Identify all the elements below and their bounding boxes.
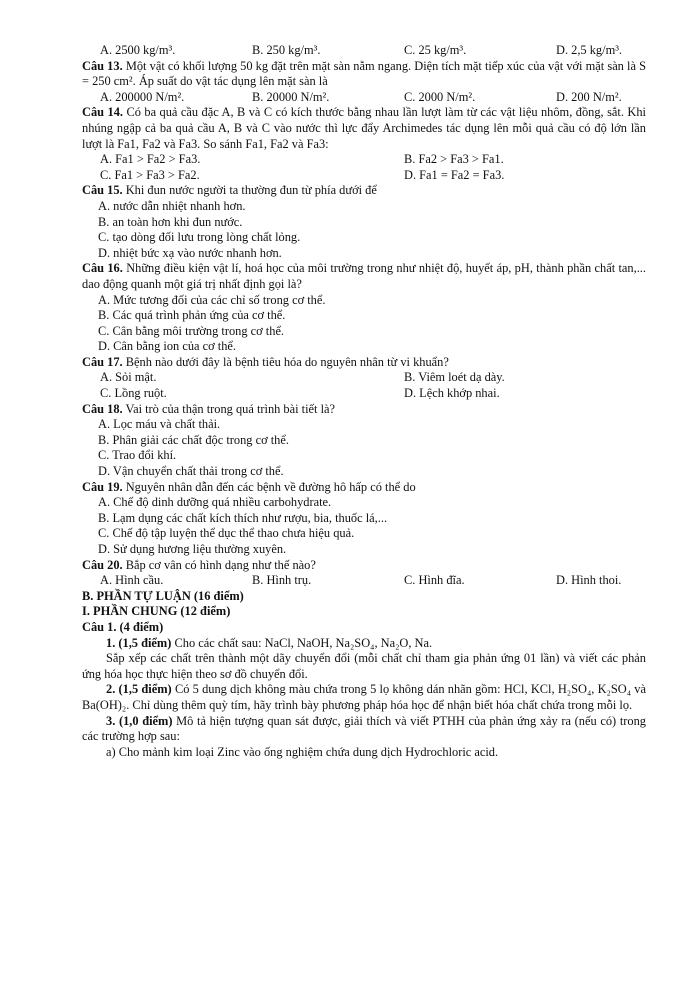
- q18-option-a: A. Lọc máu và chất thải.: [98, 417, 221, 432]
- section-i-title: I. PHẦN CHUNG (12 điểm): [82, 604, 231, 619]
- q20-option-c: C. Hình đĩa.: [404, 573, 465, 588]
- q15-option-d: D. nhiệt bức xạ vào nước nhanh hơn.: [98, 245, 282, 260]
- question-17-label: Câu 17.: [82, 354, 123, 369]
- cau1-part3-a: a) Cho mảnh kim loại Zinc vào ống nghiệm chứa dung dịch Hydrochloric acid.: [106, 744, 499, 759]
- question-18-text: Vai trò của thận trong quá trình bài tiết là?: [125, 401, 336, 416]
- q17-option-a: A. Sỏi mật.: [100, 370, 157, 385]
- section-b-title: B. PHẦN TỰ LUẬN (16 điểm): [82, 588, 244, 603]
- exam-content: [0, 43, 694, 760]
- q20-option-b: B. Hình trụ.: [252, 573, 312, 588]
- q19-option-a: A. Chế độ dinh dưỡng quá nhiều carbohydrate.: [98, 495, 332, 510]
- cau1-part3: [0, 714, 694, 745]
- q19-option-d: D. Sử dụng hương liệu thường xuyên.: [98, 542, 287, 556]
- q16-option-c: C. Cân bằng môi trường trong cơ thể.: [98, 323, 285, 338]
- question-19: [0, 480, 694, 496]
- question-14-text: Có ba quả cầu đặc A, B và C có kích thước bằng nhau lần lượt làm từ các vật liệu nhôm, đồng, sắt. Khi nhúng ngập cả ba quả cầu A, B và C vào nước thì lực đẩy Archimedes tác dụng lên mỗi quả cầu có độ lớn lần lượt là Fa1, Fa2 và Fa3. So sánh Fa1, Fa2 và Fa3:: [82, 105, 646, 151]
- cau1-title: Câu 1. (4 điểm): [82, 619, 164, 634]
- question-20-label: Câu 20.: [82, 557, 123, 572]
- cau1-part2-label: 2. (1,5 điểm): [106, 682, 172, 697]
- question-14: [0, 105, 694, 152]
- question-17: [0, 355, 694, 371]
- q17-options-row2: [0, 386, 694, 402]
- q16-option-a: A. Mức tương đối của các chỉ số trong cơ thể.: [98, 292, 326, 307]
- question-16-label: Câu 16.: [82, 261, 123, 276]
- q17-option-c: C. Lồng ruột.: [100, 386, 167, 401]
- cau1-heading: [0, 620, 694, 636]
- question-18-label: Câu 18.: [82, 401, 123, 416]
- section-b-heading: [0, 589, 694, 605]
- q17-options-row1: [0, 370, 694, 386]
- q12-option-b: B. 250 kg/m³.: [252, 43, 321, 57]
- question-14-label: Câu 14.: [82, 105, 123, 120]
- section-i-heading: [0, 604, 694, 620]
- question-15-text: Khi đun nước người ta thường đun từ phía dưới để: [125, 183, 377, 198]
- q16-option-d: D. Cân bằng ion của cơ thể.: [98, 339, 236, 354]
- q18-option-b: B. Phân giải các chất độc trong cơ thể.: [98, 432, 289, 447]
- q19-option-c: C. Chế độ tập luyện thể dục thể thao chưa hiệu quả.: [98, 526, 355, 541]
- q12-option-c: C. 25 kg/m³.: [404, 43, 467, 57]
- question-17-text: Bệnh nào dưới đây là bệnh tiêu hóa do nguyên nhân từ vi khuẩn?: [125, 354, 449, 369]
- cau1-part3-text: Mô tả hiện tượng quan sát được, giải thích và viết PTHH của phản ứng xảy ra (nếu có) trong các trường hợp sau:: [82, 713, 646, 744]
- cau1-part1-text: Cho các chất sau: NaCl, NaOH, Na₂SO₄, Na₂O, Na.: [174, 635, 433, 650]
- q15-option-b: B. an toàn hơn khi đun nước.: [98, 214, 243, 229]
- cau1-part1-text2: Sắp xếp các chất trên thành một dãy chuyển đổi (mỗi chất chỉ tham gia phản ứng 01 lần) và viết các phản ứng hóa học thực hiện theo sơ đồ chuyển đổi.: [82, 651, 646, 681]
- question-20-text: Bắp cơ vân có hình dạng như thế nào?: [125, 557, 316, 572]
- q15-option-a: A. nước dẫn nhiệt nhanh hơn.: [98, 198, 246, 213]
- q18-option-d: D. Vận chuyển chất thải trong cơ thể.: [98, 464, 284, 479]
- q13-option-c: C. 2000 N/m².: [404, 89, 476, 104]
- cau1-part3-label: 3. (1,0 điểm): [106, 713, 173, 728]
- q20-option-a: A. Hình cầu.: [100, 573, 164, 588]
- question-13-text: Một vật có khối lượng 50 kg đặt trên mặt sàn nằm ngang. Diện tích mặt tiếp xúc của vật với mặt sàn là S = 250 cm². Áp suất do vật tác dụng lên mặt sàn là: [82, 58, 646, 89]
- q20-options: [0, 573, 694, 589]
- q13-option-d: D. 200 N/m².: [556, 89, 622, 104]
- q13-option-a: A. 200000 N/m².: [100, 89, 185, 104]
- q14-option-d: D. Fa1 = Fa2 = Fa3.: [404, 167, 505, 182]
- q18-option-c: C. Trao đổi khí.: [98, 448, 177, 463]
- cau1-part2: [0, 682, 694, 713]
- question-15-label: Câu 15.: [82, 183, 123, 198]
- cau1-part1: [0, 636, 694, 652]
- cau1-part2-text: Có 5 dung dịch không màu chứa trong 5 lọ không dán nhãn gồm: HCl, KCl, H₂SO₄, K₂SO₄ và Ba(OH)₂. Chỉ dùng thêm quỳ tím, hãy trình bày phương pháp hóa học để nhận biết hóa chất chứa trong mỗi lọ.: [82, 682, 646, 712]
- q17-option-d: D. Lệch khớp nhai.: [404, 386, 500, 401]
- q20-option-d: D. Hình thoi.: [556, 573, 622, 588]
- q14-options-row1: [0, 152, 694, 168]
- cau1-part1-body: [0, 651, 694, 682]
- question-13: [0, 59, 694, 90]
- q17-option-b: B. Viêm loét dạ dày.: [404, 370, 505, 385]
- q19-option-b: B. Lạm dụng các chất kích thích như rượu, bia, thuốc lá,...: [98, 510, 388, 525]
- question-19-text: Nguyên nhân dẫn đến các bệnh về đường hô hấp có thể do: [125, 479, 416, 494]
- question-16: [0, 261, 694, 292]
- q16-option-b: B. Các quá trình phản ứng của cơ thể.: [98, 308, 286, 323]
- question-16-text: Những điều kiện vật lí, hoá học của môi trường trong như nhiệt độ, huyết áp, pH, thành phần chất tan,... dao động quanh một giá trị nhất định gọi là?: [82, 261, 646, 291]
- q12-option-d: D. 2,5 kg/m³.: [556, 43, 623, 57]
- question-18: [0, 402, 694, 418]
- question-13-label: Câu 13.: [82, 58, 123, 73]
- q13-options: [0, 90, 694, 106]
- question-15: [0, 183, 694, 199]
- question-19-label: Câu 19.: [82, 479, 123, 494]
- q14-options-row2: [0, 168, 694, 184]
- q14-option-a: A. Fa1 > Fa2 > Fa3.: [100, 152, 201, 167]
- question-20: [0, 558, 694, 574]
- q14-option-c: C. Fa1 > Fa3 > Fa2.: [100, 167, 200, 182]
- cau1-part1-label: 1. (1,5 điểm): [106, 635, 172, 650]
- q15-option-c: C. tạo dòng đối lưu trong lòng chất lỏng.: [98, 230, 301, 245]
- q13-option-b: B. 20000 N/m².: [252, 89, 330, 104]
- q12-option-a: A. 2500 kg/m³.: [100, 43, 176, 57]
- q14-option-b: B. Fa2 > Fa3 > Fa1.: [404, 152, 504, 167]
- q12-options: [0, 43, 694, 59]
